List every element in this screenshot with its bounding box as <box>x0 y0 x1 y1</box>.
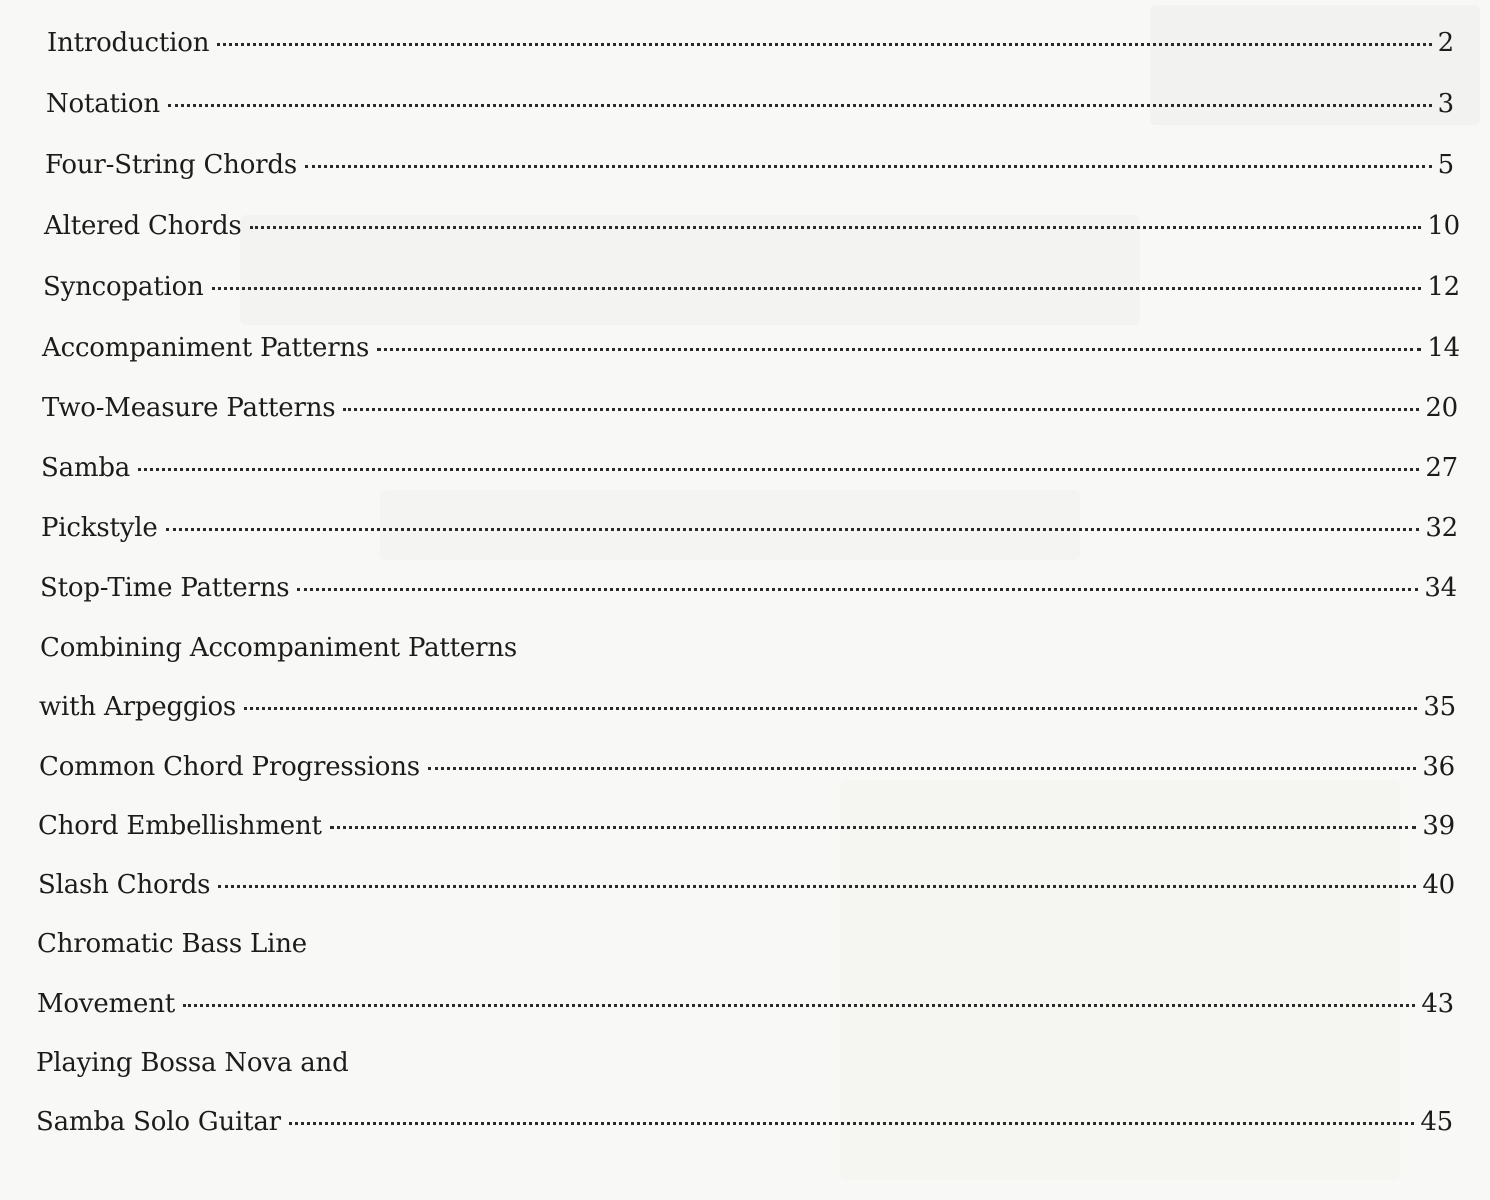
toc-entry-page: 20 <box>1425 393 1458 423</box>
toc-entry-page: 34 <box>1424 573 1457 603</box>
dot-leader <box>377 348 1421 351</box>
toc-entry-page: 2 <box>1437 28 1454 58</box>
dot-leader <box>343 408 1419 411</box>
toc-entry-page: 14 <box>1427 333 1460 363</box>
toc-entry-chromatic-bass-line <box>37 929 1454 965</box>
toc-entry-title: Stop-Time Patterns <box>40 573 290 603</box>
dot-leader <box>183 1004 1415 1007</box>
toc-entry-title: Syncopation <box>43 272 204 302</box>
toc-entry-title: Samba Solo Guitar <box>36 1107 281 1137</box>
dot-leader <box>297 588 1418 591</box>
toc-entry-page: 45 <box>1420 1107 1453 1137</box>
dot-leader <box>217 43 1431 46</box>
dot-leader <box>218 885 1416 888</box>
toc-entry-title: Common Chord Progressions <box>39 752 420 782</box>
toc-entry-page: 27 <box>1425 453 1458 483</box>
toc-entry-syncopation <box>43 272 1460 308</box>
toc-entry-four-string-chords <box>45 150 1454 186</box>
toc-entry-introduction <box>47 28 1454 64</box>
toc-entry-title: Accompaniment Patterns <box>42 333 370 363</box>
toc-entry-title: Notation <box>46 89 160 119</box>
toc-entry-title: Slash Chords <box>38 870 211 900</box>
toc-entry-page: 43 <box>1421 989 1454 1019</box>
toc-entry-playing-bossa-nova <box>36 1048 1453 1084</box>
toc-entry-altered-chords <box>44 211 1460 247</box>
toc-entry-title: with Arpeggios <box>39 692 237 722</box>
toc-entry-page: 10 <box>1427 211 1460 241</box>
dot-leader <box>138 468 1419 471</box>
toc-entry-title: Playing Bossa Nova and <box>36 1048 349 1078</box>
dot-leader <box>244 707 1417 710</box>
dot-leader <box>212 287 1422 290</box>
dot-leader <box>330 826 1417 829</box>
toc-entry-notation <box>46 89 1454 125</box>
toc-entry-page: 3 <box>1437 89 1454 119</box>
toc-entry-title: Samba <box>41 453 131 483</box>
toc-entry-page: 39 <box>1422 811 1455 841</box>
toc-entry-samba-solo-guitar <box>36 1107 1453 1143</box>
toc-entry-samba <box>41 453 1458 489</box>
toc-entry-page: 12 <box>1427 272 1460 302</box>
toc-entry-title: Pickstyle <box>41 513 158 543</box>
toc-entry-page: 32 <box>1425 513 1458 543</box>
toc-entry-common-chord-progressions <box>39 752 1455 788</box>
toc-entry-with-arpeggios <box>39 692 1456 728</box>
toc-entry-page: 35 <box>1423 692 1456 722</box>
toc-entry-title: Altered Chords <box>44 211 242 241</box>
toc-entry-page: 40 <box>1422 870 1455 900</box>
toc-entry-accompaniment-patterns <box>42 333 1460 369</box>
toc-entry-title: Four-String Chords <box>45 150 297 180</box>
toc-entry-page: 5 <box>1437 150 1454 180</box>
dot-leader <box>289 1122 1414 1125</box>
dot-leader <box>428 767 1416 770</box>
toc-entry-stop-time-patterns <box>40 573 1457 609</box>
toc-entry-title: Movement <box>37 989 175 1019</box>
dot-leader <box>305 165 1432 168</box>
toc-entry-movement <box>37 989 1454 1025</box>
toc-entry-slash-chords <box>38 870 1455 906</box>
toc-entry-page: 36 <box>1422 752 1455 782</box>
toc-entry-two-measure-patterns <box>42 393 1458 429</box>
toc-entry-title: Introduction <box>47 28 210 58</box>
toc-entry-chord-embellishment <box>38 811 1455 847</box>
toc-entry-combining-accompaniment-patterns <box>40 633 1457 669</box>
dot-leader <box>166 528 1420 531</box>
toc-entry-title: Chord Embellishment <box>38 811 322 841</box>
toc-entry-title: Chromatic Bass Line <box>37 929 307 959</box>
toc-entry-pickstyle <box>41 513 1458 549</box>
dot-leader <box>168 104 1432 107</box>
dot-leader <box>250 226 1422 229</box>
toc-entry-title: Two-Measure Patterns <box>42 393 336 423</box>
toc-entry-title: Combining Accompaniment Patterns <box>40 633 518 663</box>
